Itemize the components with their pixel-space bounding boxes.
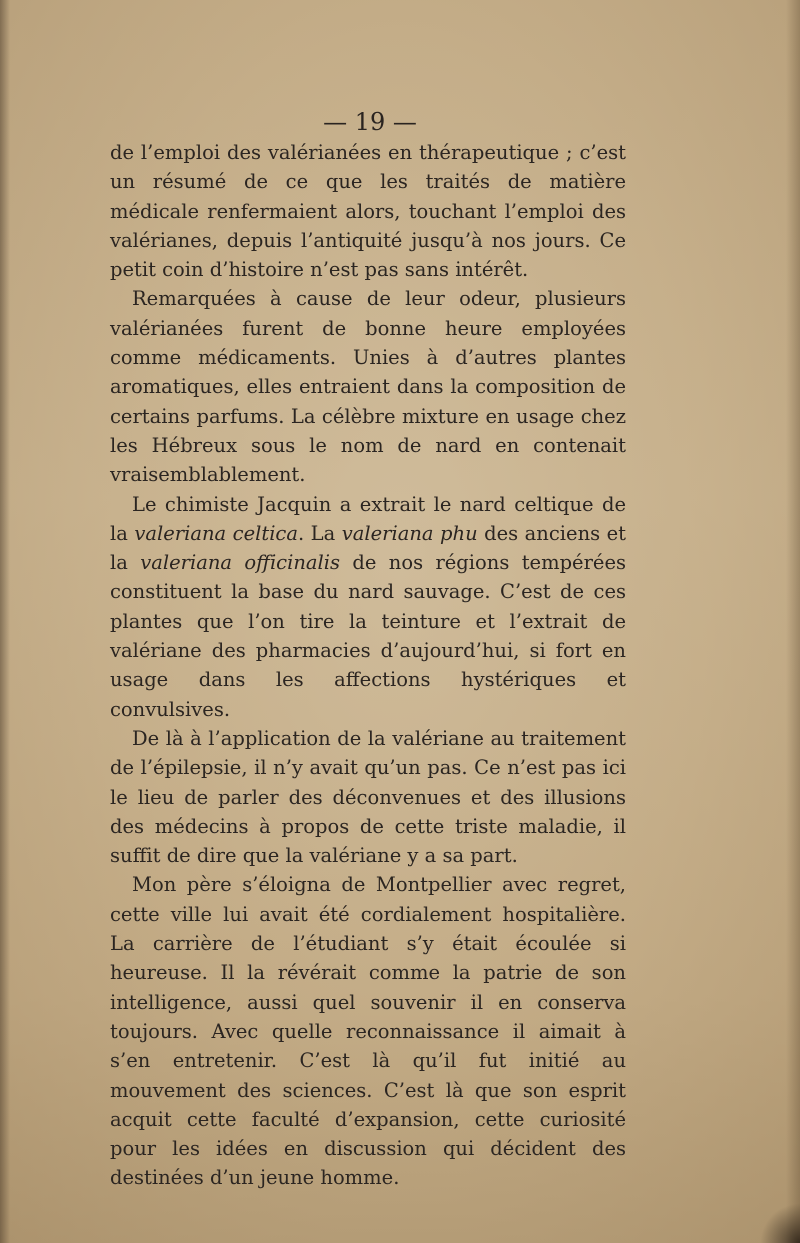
page-right-shadow [786, 0, 800, 1243]
text-run: Remarquées à cause de leur odeur, plusieurs valérianées furent de bonne heure employées comme médicaments. Unies à d’autres plantes aromatiques, elles entraient dans la composition de certains parfums. La célèbre mixture en usage chez les Hébreux sous le nom de nard en contenait vraisemblablement. [110, 287, 626, 487]
paragraph [110, 138, 626, 284]
paragraph [110, 724, 626, 870]
text-run: des anciens et la [110, 521, 627, 575]
page-left-shadow [0, 0, 10, 1243]
italic-term: valeriana officinalis [140, 551, 341, 575]
text-run: de nos régions tempérées constituent la base du nard sauvage. C’est de ces plantes que l’on tire la teinture et l’extrait de valériane des pharmacies d’aujourd’hui, si fort en usage dans les affections hystériques et convulsives. [110, 551, 627, 721]
body-text [110, 138, 626, 1193]
paragraph [110, 490, 626, 724]
italic-term: valeriana celtica [134, 521, 298, 545]
page-number: — 19 — [323, 108, 417, 136]
text-run: Mon père s’éloigna de Montpellier avec regret, cette ville lui avait été cordialement hospitalière. La carrière de l’étudiant s’y était écoulée si heureuse. Il la révérait comme la patrie de son intelligence, aussi quel souvenir il en conserva toujours. Avec quelle reconnaissance il aimait à s’en entretenir. C’est là qu’il fut initié au mouvement des sciences. C’est là que son esprit acquit cette faculté d’expansion, cette curiosité pour les idées en discussion qui décident des destinées d’un jeune homme. [110, 873, 626, 1190]
text-run: de l’emploi des valérianées en thérapeutique ; c’est un résumé de ce que les traités de matière médicale renfermaient alors, touchant l’emploi des valérianes, depuis l’antiquité jusqu’à nos jours. Ce petit coin d’histoire n’est pas sans intérêt. [110, 141, 626, 282]
text-run: Le chimiste Jacquin a extrait le nard celtique de la [110, 492, 626, 545]
paragraph [110, 870, 626, 1192]
paragraph [110, 284, 626, 489]
text-run: . La [297, 521, 342, 545]
text-run: De là à l’application de la valériane au traitement de l’épilepsie, il n’y avait qu’un pas. Ce n’est pas ici le lieu de parler des déconvenues et des illusions des médecins à propos de cette triste maladie, il suffit de dire que la valériane y a sa part. [110, 726, 626, 868]
italic-term: valeriana phu [341, 521, 478, 545]
page-corner-stain [760, 1203, 800, 1243]
